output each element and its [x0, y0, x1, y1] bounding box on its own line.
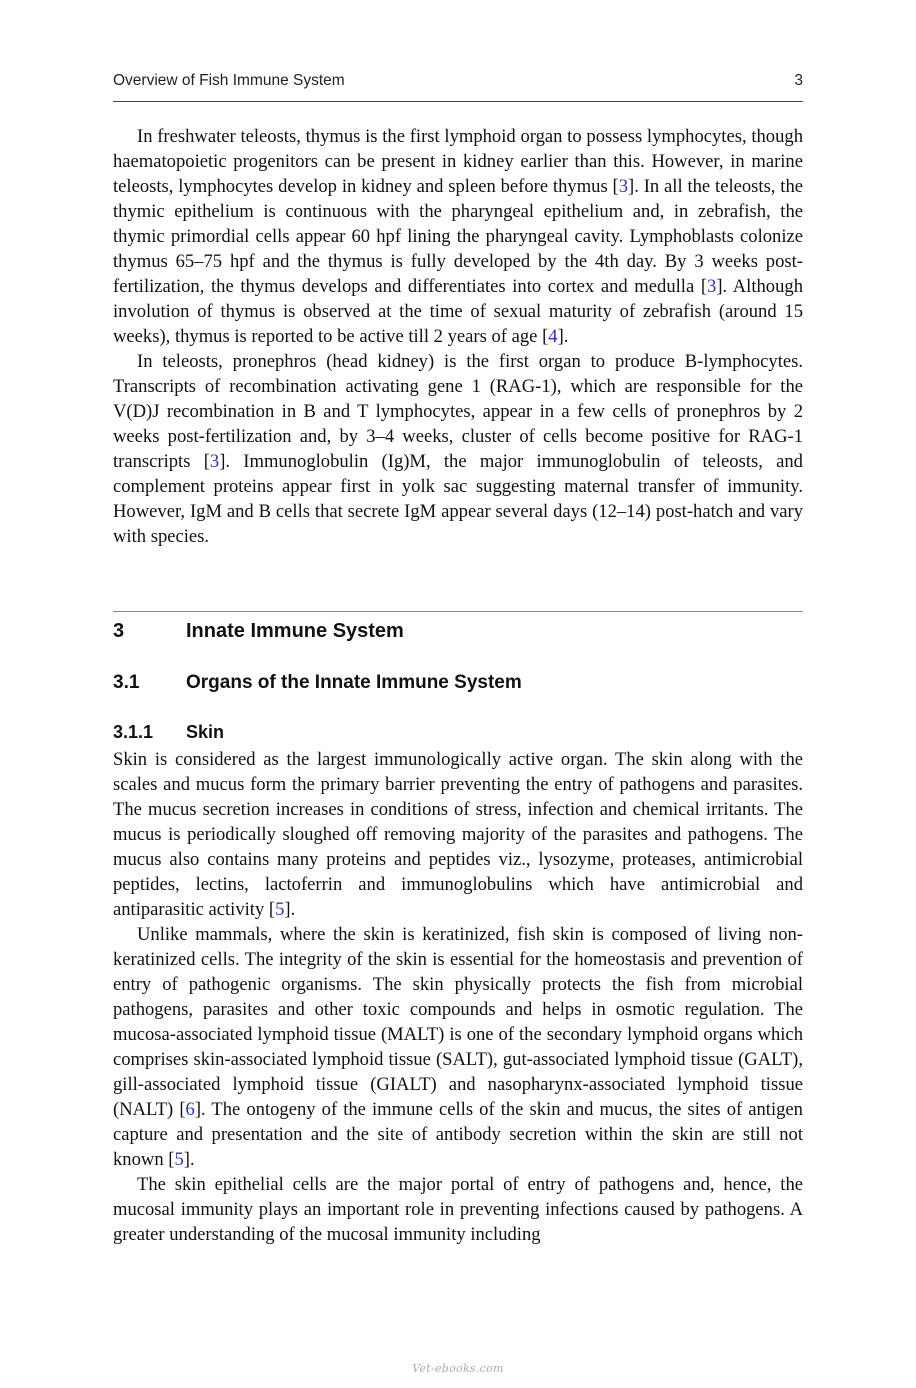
citation-link[interactable]: 4 [548, 326, 558, 347]
section-number: 3 [113, 620, 125, 642]
subsection-title: Organs of the Innate Immune System [186, 672, 522, 693]
skin-body-text [113, 747, 803, 1247]
paragraph-text: In freshwater teleosts, thymus is the first lymphoid organ to possess lymphocytes, though haematopoietic progenitors can be present in kidney earlier than this. However, in marine teleosts, lymphocytes develop in kidney and spleen before thymus [ [113, 126, 803, 197]
paragraph-text: ]. In all the teleosts, the thymic epithelium is continuous with the pharyngeal epithelium and, in zebrafish, the thymic primordial cells appear 60 hpf lining the pharyngeal cavity. Lymphoblasts colonize thymus 65–75 hpf and the thymus is fully developed by the 4th day. By 3 weeks post-fertilization, the thymus develops and differentiates into cortex and medulla [ [113, 176, 804, 297]
subsubsection-heading [113, 722, 224, 743]
paragraph-text: Skin is considered as the largest immunologically active organ. The skin along with the scales and mucus form the primary barrier preventing the entry of pathogens and parasites. The mucus secretion increases in conditions of stress, infection and chemical irritants. The mucus is periodically sloughed off removing majority of the parasites and pathogens. The mucus also contains many proteins and peptides viz., lysozyme, proteases, antimicrobial peptides, lectins, lactoferrin and immunoglobulins which have antimicrobial and antiparasitic activity [ [113, 749, 803, 920]
header-rule [113, 101, 803, 102]
running-head [113, 72, 803, 90]
paragraph [113, 1172, 803, 1247]
paragraph-text: ]. [183, 1149, 195, 1170]
paragraph [113, 124, 803, 349]
paragraph-text: ]. The ontogeny of the immune cells of the skin and mucus, the sites of antigen capture and presentation and the site of antibody secretion within the skin are still not known [ [113, 1099, 803, 1170]
paragraph [113, 747, 803, 922]
section-divider [113, 611, 803, 612]
paragraph-text: The skin epithelial cells are the major portal of entry of pathogens and, hence, the mucosal immunity plays an important role in preventing infections caused by pathogens. A greater understanding of the mucosal immunity including [113, 1174, 803, 1245]
page-number: 3 [794, 72, 803, 89]
citation-link[interactable]: 5 [275, 899, 285, 920]
citation-link[interactable]: 3 [209, 451, 220, 472]
citation-link[interactable]: 6 [185, 1099, 195, 1120]
citation-link[interactable]: 3 [707, 276, 717, 297]
intro-body-text [113, 124, 803, 549]
paragraph-text: ]. Although involution of thymus is observed at the time of sexual maturity of zebrafish (around 15 weeks), thymus is reported to be active till 2 years of age [ [113, 276, 803, 347]
subsubsection-number: 3.1.1 [113, 722, 154, 742]
paragraph [113, 922, 803, 1172]
subsection-heading [113, 672, 522, 694]
paragraph-text: ]. [284, 899, 296, 920]
citation-link[interactable]: 5 [174, 1149, 184, 1170]
paragraph-text: In teleosts, pronephros (head kidney) is the first organ to produce B-lymphocytes. Transcripts of recombination activating gene 1 (RAG-1), which are responsible for the V(D)J recombination in B and T lymphocytes, appear in a few cells of pronephros by 2 weeks post-fertilization and, by 3–4 weeks, cluster of cells become positive for RAG-1 transcripts [ [113, 351, 803, 472]
paragraph-text: ]. Immunoglobulin (Ig)M, the major immunoglobulin of teleosts, and complement proteins appear first in yolk sac suggesting maternal transfer of immunity. However, IgM and B cells that secrete IgM appear several days (12–14) post-hatch and vary with species. [113, 451, 803, 547]
section-title: Innate Immune System [186, 620, 404, 642]
watermark-logo: Vet-ebooks.com [412, 1362, 504, 1375]
subsubsection-title: Skin [186, 722, 225, 742]
paragraph [113, 349, 803, 549]
citation-link[interactable]: 3 [618, 176, 629, 197]
paragraph-text: Unlike mammals, where the skin is keratinized, fish skin is composed of living non-keratinized cells. The integrity of the skin is essential for the homeostasis and prevention of entry of pathogenic organisms. The skin physically protects the fish from microbial pathogens, parasites and other toxic compounds and helps in osmotic regulation. The mucosa-associated lymphoid tissue (MALT) is one of the secondary lymphoid organs which comprises skin-associated lymphoid tissue (SALT), gut-associated lymphoid tissue (GALT), gill-associated lymphoid tissue (GIALT) and nasopharynx-associated lymphoid tissue (NALT) [ [113, 924, 803, 1120]
running-head-title: Overview of Fish Immune System [113, 72, 345, 89]
section-heading [113, 620, 404, 643]
paragraph-text: ]. [557, 326, 569, 347]
subsection-number: 3.1 [113, 672, 140, 693]
